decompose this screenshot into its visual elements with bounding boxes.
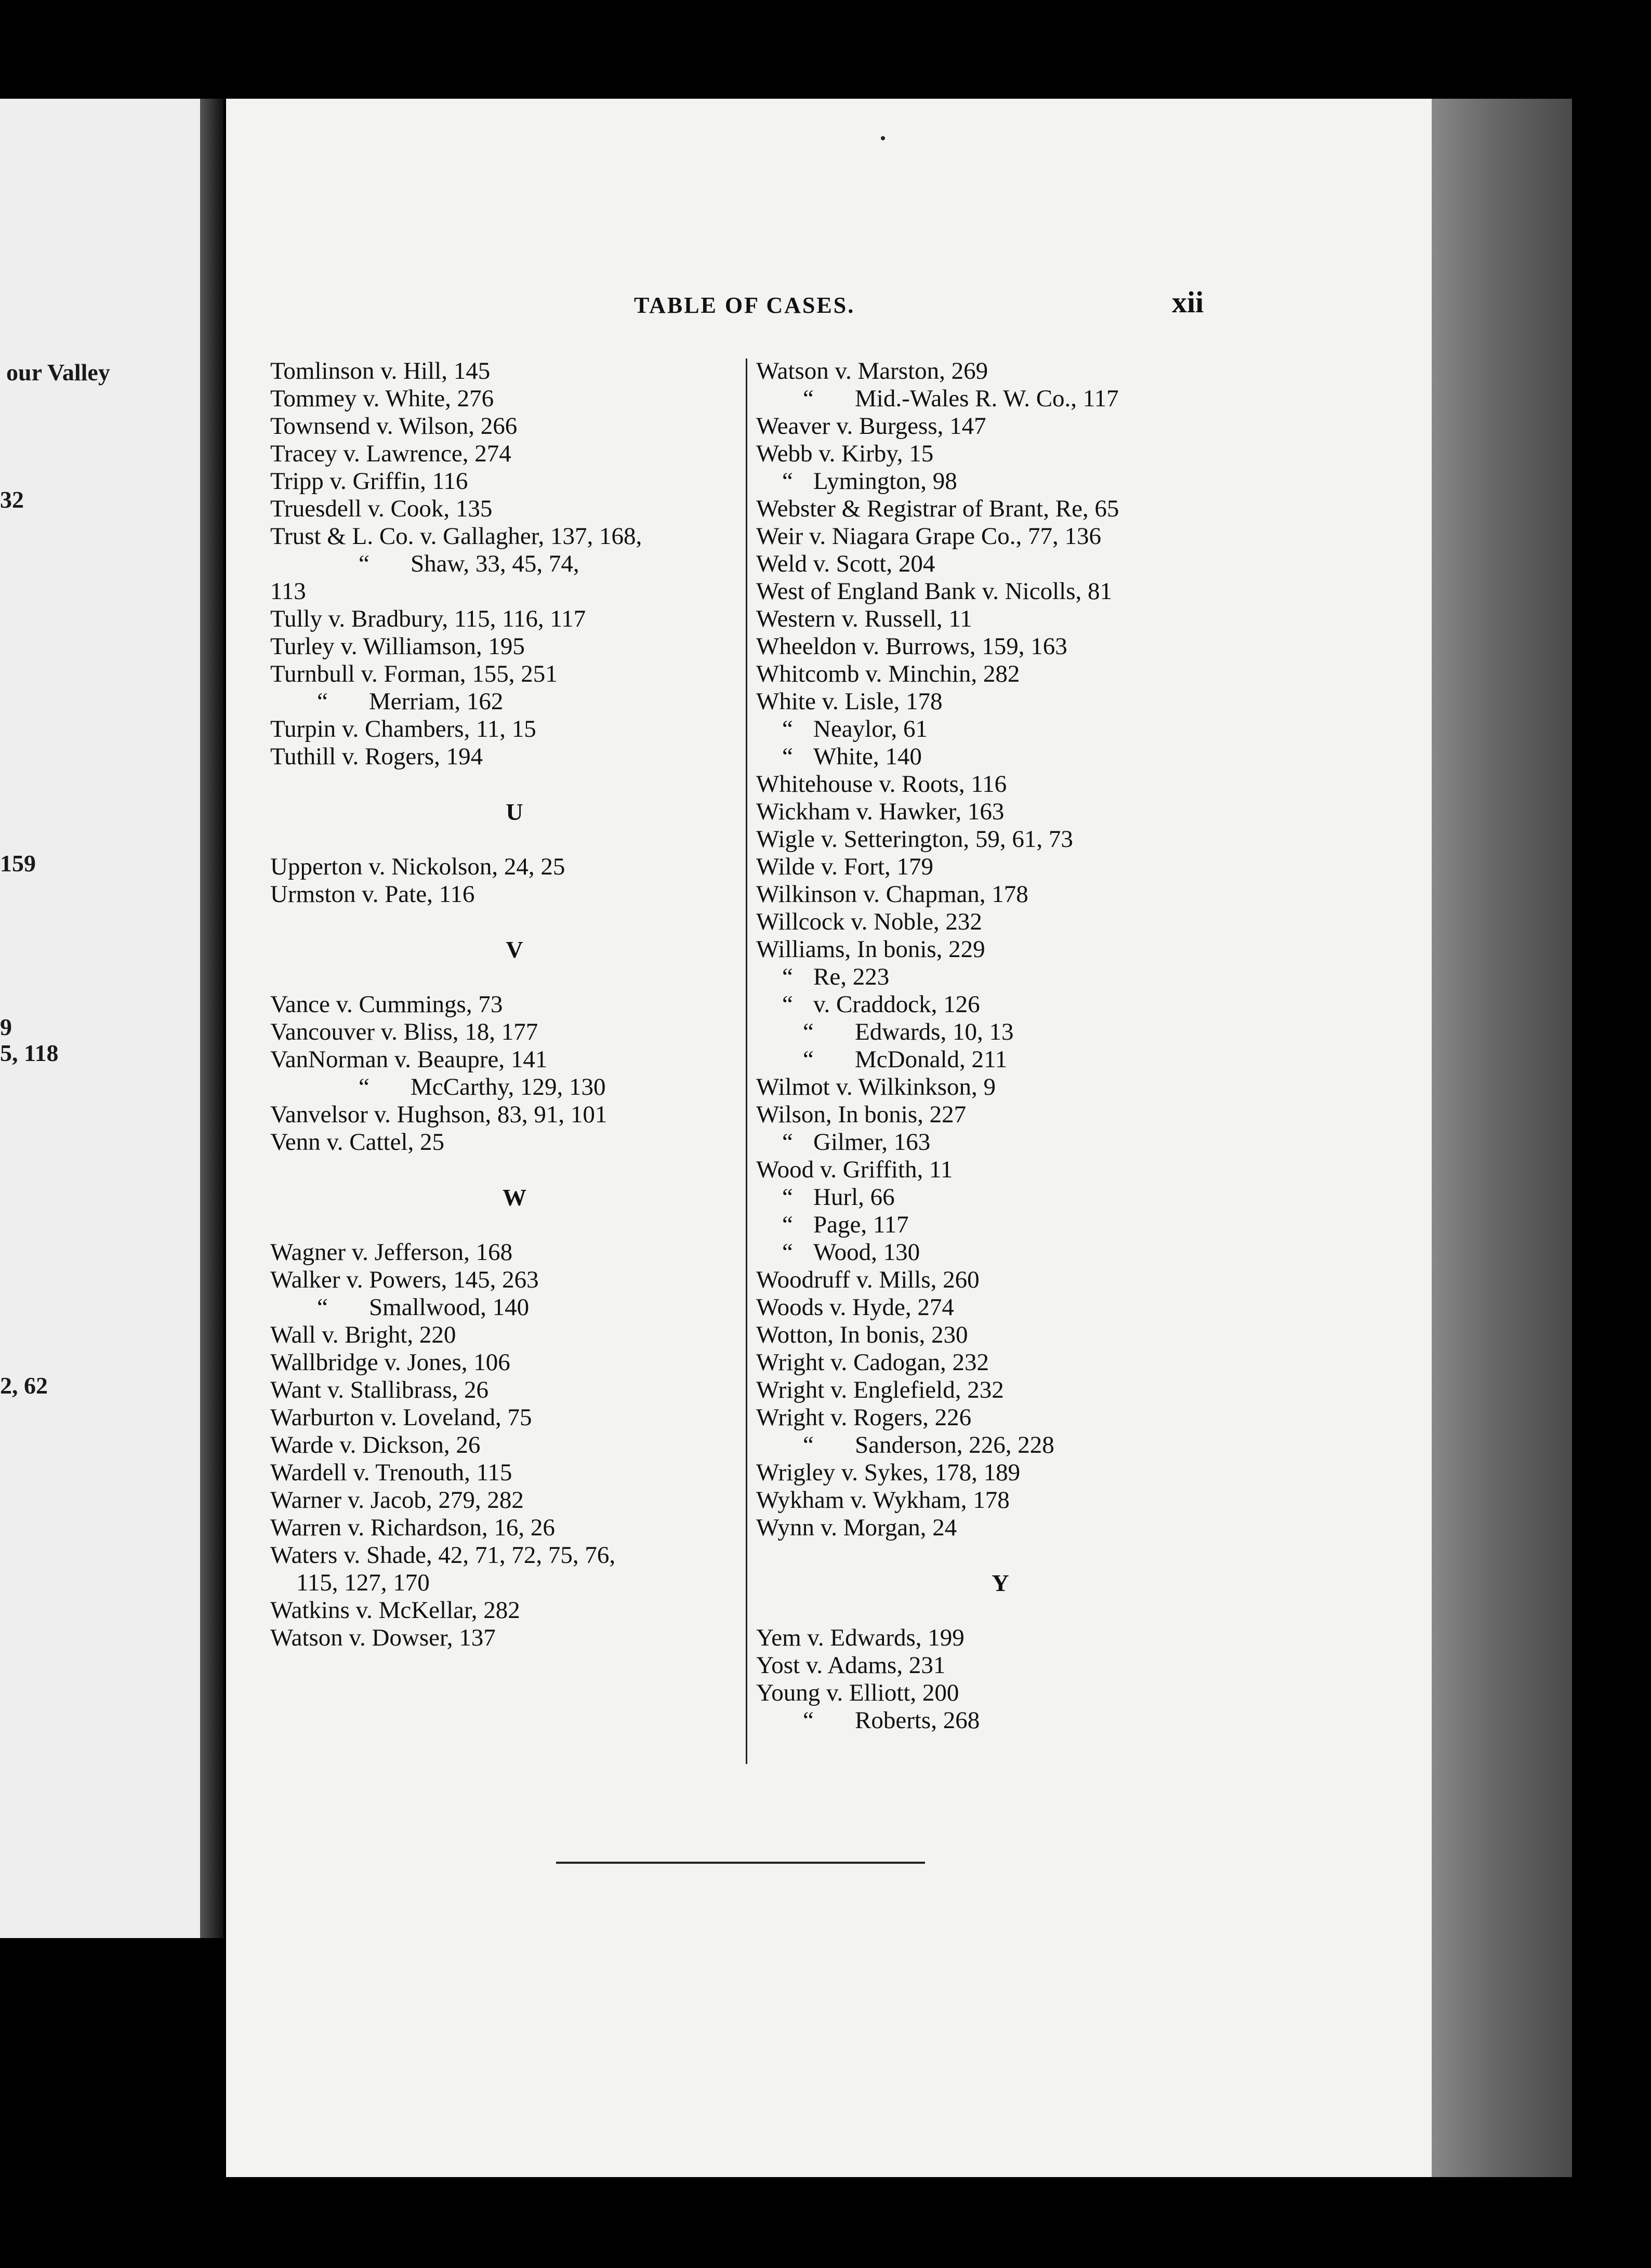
speck	[881, 136, 885, 140]
section-letter: W	[503, 1184, 526, 1211]
case-entry: Turley v. Williamson, 195	[270, 633, 525, 660]
section-gap	[270, 908, 738, 936]
left-fragment: our Valley	[6, 359, 110, 386]
ditto-mark: “	[803, 385, 814, 412]
case-entry-continuation: 115, 127, 170	[296, 1569, 430, 1596]
case-entry: Warner v. Jacob, 279, 282	[270, 1487, 524, 1514]
case-entry: Weir v. Niagara Grape Co., 77, 136	[756, 523, 1102, 550]
case-entry: Waters v. Shade, 42, 71, 72, 75, 76,	[270, 1542, 616, 1569]
case-entry-ditto	[270, 688, 738, 715]
case-entry: Wall v. Bright, 220	[270, 1321, 456, 1348]
case-entry: Watson v. Dowser, 137	[270, 1624, 496, 1651]
case-entry: Webster & Registrar of Brant, Re, 65	[756, 495, 1119, 522]
ditto-mark: “	[359, 1073, 369, 1100]
case-entry: Urmston v. Pate, 116	[270, 881, 475, 908]
case-entry: Weld v. Scott, 204	[756, 550, 935, 577]
case-entry-ditto	[270, 1073, 738, 1101]
ditto-mark: “	[803, 1707, 814, 1734]
index-column-right	[756, 357, 1224, 1734]
case-entry: Vancouver v. Bliss, 18, 177	[270, 1018, 538, 1045]
ditto-mark: “	[782, 963, 793, 990]
case-entry-text: Hurl, 66	[813, 1184, 895, 1211]
ditto-mark: “	[359, 550, 369, 577]
case-entry: Truesdell v. Cook, 135	[270, 495, 493, 522]
case-entry: Wykham v. Wykham, 178	[756, 1487, 1010, 1514]
case-entry: Tommey v. White, 276	[270, 385, 494, 412]
case-entry: Vanvelsor v. Hughson, 83, 91, 101	[270, 1101, 607, 1128]
case-entry: Wilmot v. Wilkinkson, 9	[756, 1073, 996, 1100]
case-entry-ditto	[756, 1046, 1224, 1073]
case-entry: Woods v. Hyde, 274	[756, 1294, 954, 1321]
ditto-mark: “	[782, 715, 793, 742]
case-entry-text: Sanderson, 226, 228	[855, 1431, 1054, 1458]
section-gap	[270, 963, 738, 991]
case-entry: Wright v. Rogers, 226	[756, 1404, 972, 1431]
page-number: xii	[1172, 285, 1204, 319]
case-entry: Williams, In bonis, 229	[756, 936, 985, 963]
case-entry: Tracey v. Lawrence, 274	[270, 440, 511, 467]
ditto-mark: “	[803, 1046, 814, 1073]
case-entry: Wright v. Englefield, 232	[756, 1376, 1004, 1403]
case-entry: Wrigley v. Sykes, 178, 189	[756, 1459, 1021, 1486]
case-entry-ditto	[270, 550, 738, 578]
case-entry-text: Wood, 130	[813, 1239, 920, 1266]
case-entry: Warren v. Richardson, 16, 26	[270, 1514, 555, 1541]
case-entry: Wynn v. Morgan, 24	[756, 1514, 957, 1541]
case-entry: Vance v. Cummings, 73	[270, 991, 503, 1018]
case-entry: Wallbridge v. Jones, 106	[270, 1349, 510, 1376]
case-entry-text: Roberts, 268	[855, 1707, 980, 1734]
left-fragment: 159	[0, 850, 36, 877]
case-entry: Wickham v. Hawker, 163	[756, 798, 1005, 825]
left-page-fragments	[0, 99, 200, 1938]
case-entry-ditto	[756, 385, 1224, 413]
case-entry-ditto	[756, 1239, 1224, 1266]
case-entry: Young v. Elliott, 200	[756, 1679, 959, 1706]
case-entry-ditto	[756, 1184, 1224, 1211]
case-entry: West of England Bank v. Nicolls, 81	[756, 578, 1113, 605]
index-column-left	[270, 357, 738, 1652]
case-entry-text: Mid.-Wales R. W. Co., 117	[855, 385, 1119, 412]
case-entry: Wilde v. Fort, 179	[756, 853, 934, 880]
case-entry: Warde v. Dickson, 26	[270, 1431, 481, 1458]
case-entry: Watkins v. McKellar, 282	[270, 1597, 520, 1624]
ditto-mark: “	[782, 743, 793, 770]
case-entry: White v. Lisle, 178	[756, 688, 943, 715]
section-gap	[270, 826, 738, 853]
case-entry: Wardell v. Trenouth, 115	[270, 1459, 512, 1486]
section-letter: V	[506, 936, 523, 963]
section-gap	[270, 1211, 738, 1239]
case-entry-text: Edwards, 10, 13	[855, 1018, 1014, 1045]
case-entry: Warburton v. Loveland, 75	[270, 1404, 532, 1431]
ditto-mark: “	[782, 1129, 793, 1156]
column-divider	[746, 359, 747, 1764]
case-entry-ditto	[756, 963, 1224, 991]
left-fragment: 32	[0, 486, 24, 513]
case-entry-text: McDonald, 211	[855, 1046, 1008, 1073]
left-fragment: 2, 62	[0, 1372, 48, 1399]
case-entry-text: Merriam, 162	[369, 688, 504, 715]
case-entry: 113	[270, 578, 306, 605]
left-fragment: 9	[0, 1014, 12, 1040]
case-entry: Tuthill v. Rogers, 194	[270, 743, 483, 770]
case-entry: Wagner v. Jefferson, 168	[270, 1239, 513, 1266]
case-entry: VanNorman v. Beaupre, 141	[270, 1046, 548, 1073]
page-title: TABLE OF CASES.	[634, 293, 855, 318]
case-entry-ditto	[756, 1211, 1224, 1239]
section-gap	[270, 771, 738, 798]
case-entry-ditto	[756, 743, 1224, 771]
ditto-mark: “	[782, 1184, 793, 1211]
case-entry: Wigle v. Setterington, 59, 61, 73	[756, 826, 1073, 853]
case-entry-text: Smallwood, 140	[369, 1294, 530, 1321]
book-gutter-shadow	[200, 99, 223, 1938]
case-entry: Woodruff v. Mills, 260	[756, 1266, 980, 1293]
case-entry: Tully v. Bradbury, 115, 116, 117	[270, 605, 586, 632]
ditto-mark: “	[782, 468, 793, 495]
case-entry: Turnbull v. Forman, 155, 251	[270, 660, 558, 687]
case-entry-text: Re, 223	[813, 963, 890, 990]
case-entry: Tripp v. Griffin, 116	[270, 468, 468, 495]
case-entry: Wilson, In bonis, 227	[756, 1101, 967, 1128]
section-gap	[756, 1597, 1224, 1624]
case-entry-text: Neaylor, 61	[813, 715, 928, 742]
ditto-mark: “	[317, 1294, 328, 1321]
end-rule	[556, 1862, 925, 1864]
case-entry: Venn v. Cattel, 25	[270, 1129, 445, 1156]
case-entry-text: McCarthy, 129, 130	[411, 1073, 606, 1100]
case-entry: Upperton v. Nickolson, 24, 25	[270, 853, 565, 880]
case-entry: Whitehouse v. Roots, 116	[756, 771, 1007, 798]
case-entry: Wotton, In bonis, 230	[756, 1321, 968, 1348]
case-entry-ditto	[756, 468, 1224, 495]
left-page	[0, 99, 200, 1938]
case-entry-text: Page, 117	[813, 1211, 909, 1238]
section-letter: U	[506, 799, 523, 825]
case-entry: Willcock v. Noble, 232	[756, 908, 982, 935]
case-entry: Trust & L. Co. v. Gallagher, 137, 168,	[270, 523, 642, 550]
case-entry: Tomlinson v. Hill, 145	[270, 357, 491, 384]
case-entry: Wheeldon v. Burrows, 159, 163	[756, 633, 1067, 660]
case-entry: Walker v. Powers, 145, 263	[270, 1266, 539, 1293]
case-entry: Western v. Russell, 11	[756, 605, 972, 632]
ditto-mark: “	[782, 1211, 793, 1238]
left-fragment: 5, 118	[0, 1040, 59, 1066]
case-entry-text: v. Craddock, 126	[813, 991, 980, 1018]
case-entry: Turpin v. Chambers, 11, 15	[270, 715, 536, 742]
section-letter: Y	[992, 1570, 1009, 1596]
ditto-mark: “	[317, 688, 328, 715]
section-gap	[756, 1542, 1224, 1569]
case-entry: Whitcomb v. Minchin, 282	[756, 660, 1020, 687]
ditto-mark: “	[782, 991, 793, 1018]
page-edge	[1432, 99, 1572, 2177]
case-entry-text: Shaw, 33, 45, 74,	[411, 550, 579, 577]
case-entry: Webb v. Kirby, 15	[756, 440, 934, 467]
case-entry-text: Lymington, 98	[813, 468, 957, 495]
case-entry: Watson v. Marston, 269	[756, 357, 988, 384]
case-entry: Wilkinson v. Chapman, 178	[756, 881, 1028, 908]
case-entry: Wood v. Griffith, 11	[756, 1156, 953, 1183]
case-entry-ditto	[270, 1294, 738, 1321]
section-gap	[270, 1156, 738, 1184]
case-entry-text: Gilmer, 163	[813, 1129, 931, 1156]
case-entry: Weaver v. Burgess, 147	[756, 413, 986, 440]
case-entry-ditto	[756, 991, 1224, 1018]
case-entry: Wright v. Cadogan, 232	[756, 1349, 989, 1376]
case-entry: Yost v. Adams, 231	[756, 1652, 946, 1679]
case-entry-ditto	[756, 1018, 1224, 1046]
case-entry-ditto	[756, 715, 1224, 743]
case-entry: Yem v. Edwards, 199	[756, 1624, 965, 1651]
ditto-mark: “	[803, 1431, 814, 1458]
ditto-mark: “	[803, 1018, 814, 1045]
case-entry-ditto	[756, 1707, 1224, 1734]
case-entry-ditto	[756, 1431, 1224, 1459]
case-entry-ditto	[756, 1129, 1224, 1156]
case-entry: Townsend v. Wilson, 266	[270, 413, 518, 440]
case-entry: Want v. Stallibrass, 26	[270, 1376, 489, 1403]
ditto-mark: “	[782, 1239, 793, 1266]
case-entry-text: White, 140	[813, 743, 922, 770]
